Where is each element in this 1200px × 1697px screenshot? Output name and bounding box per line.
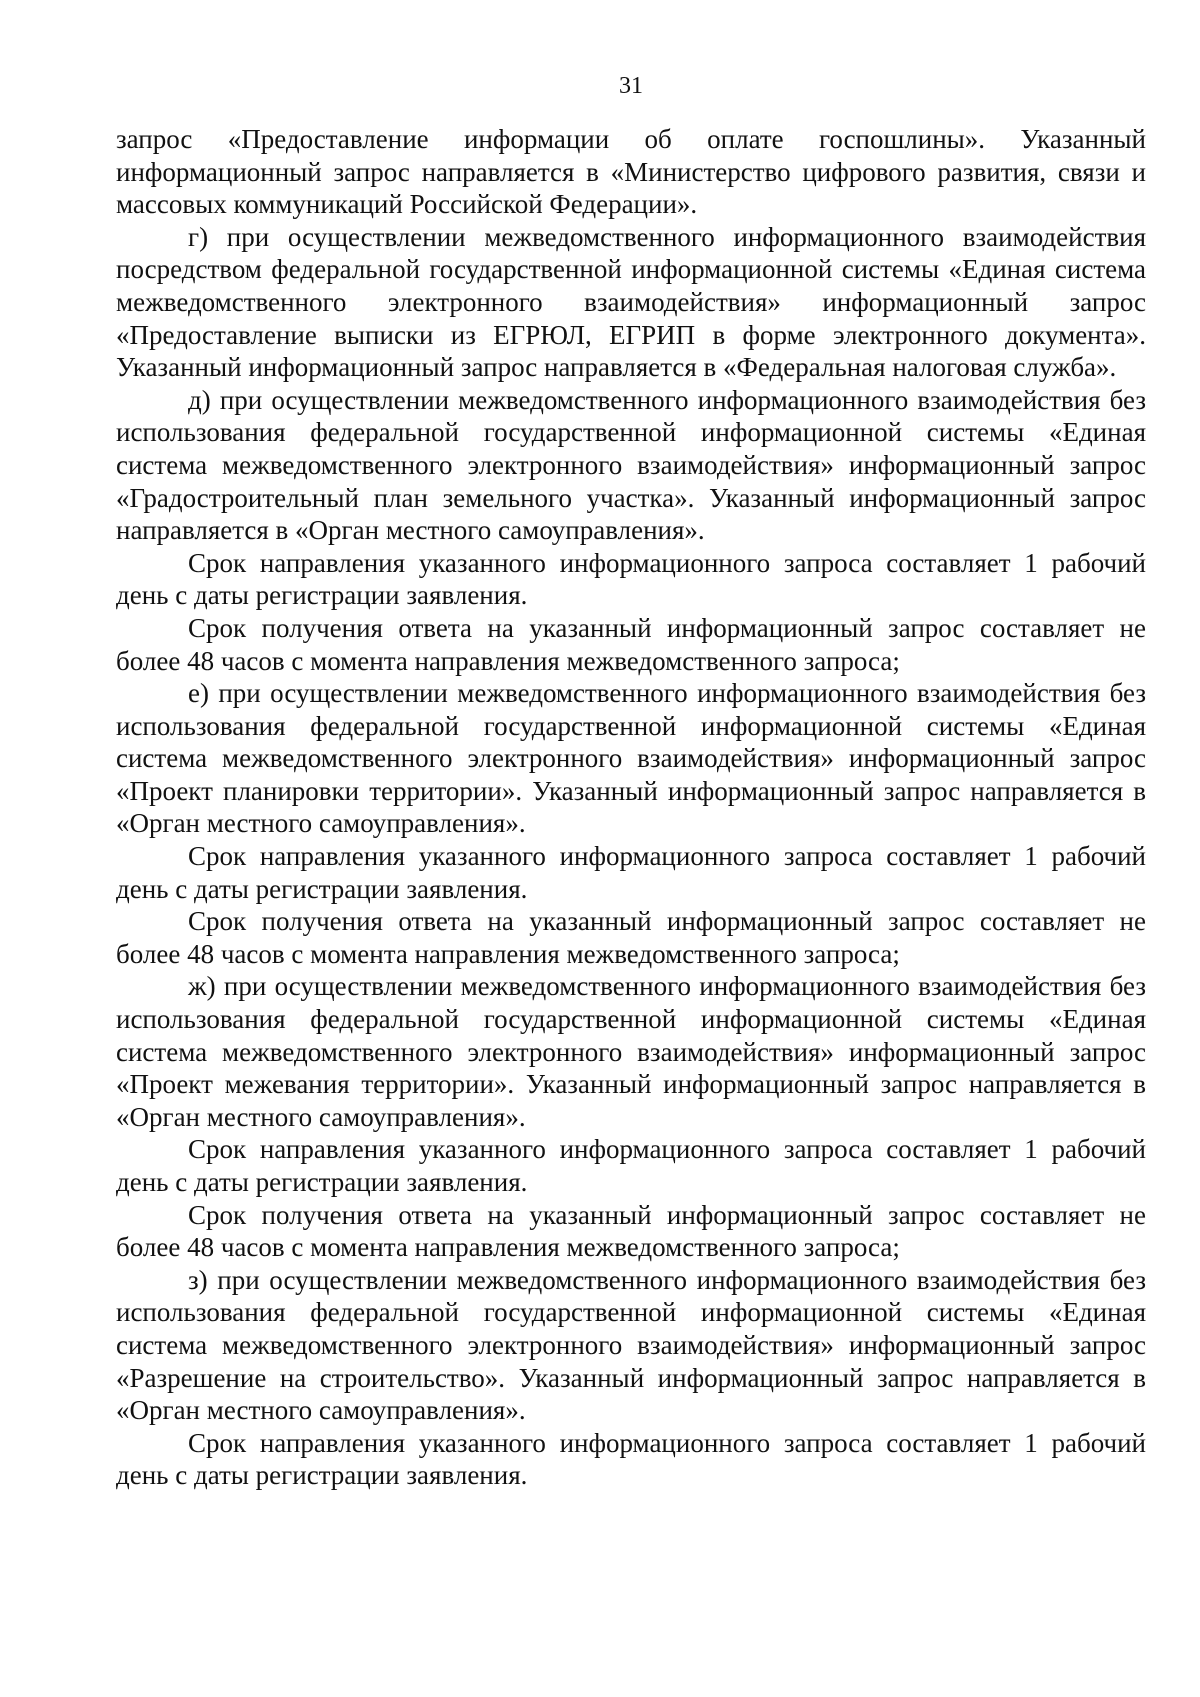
paragraph-send-deadline: Срок направления указанного информационного запроса составляет 1 рабочий день с даты регистрации заявления. bbox=[116, 1427, 1146, 1491]
paragraph-send-deadline: Срок направления указанного информационного запроса составляет 1 рабочий день с даты регистрации заявления. bbox=[116, 1134, 1146, 1197]
paragraph-response-deadline: Срок получения ответа на указанный информационный запрос составляет не более 48 часов с момента направления межведомственного запроса; bbox=[116, 1199, 1146, 1263]
page-number: 31 bbox=[619, 73, 643, 99]
paragraph-send-deadline: Срок направления указанного информационного запроса составляет 1 рабочий день с даты регистрации заявления. bbox=[116, 547, 1146, 611]
paragraph-item-g: г) при осуществлении межведомственного информационного взаимодействия посредством федеральной государственной информационной системы «Единая система межведомственного электронного взаимодействия» информационный запрос «Предоставление выписки из ЕГРЮЛ, ЕГРИП в форме электронного документа». Указанный информационный запрос направляется в «Федеральная налоговая служба». bbox=[116, 221, 1146, 383]
paragraph-item-z: з) при осуществлении межведомственного информационного взаимодействия без использования федеральной государственной информационной системы «Единая система межведомственного электронного взаимодействия» информационный запрос «Разрешение на строительство». Указанный информационный запрос направляется в «Орган местного самоуправления». bbox=[116, 1264, 1146, 1426]
paragraph-item-e: е) при осуществлении межведомственного информационного взаимодействия без использования федеральной государственной информационной системы «Единая система межведомственного электронного взаимодействия» информационный запрос «Проект планировки территории». Указанный информационный запрос направляется в «Орган местного самоуправления». bbox=[116, 678, 1146, 839]
paragraph-response-deadline: Срок получения ответа на указанный информационный запрос составляет не более 48 часов с момента направления межведомственного запроса; bbox=[116, 906, 1146, 969]
paragraph-item-zh: ж) при осуществлении межведомственного информационного взаимодействия без использования федеральной государственной информационной системы «Единая система межведомственного электронного взаимодействия» информационный запрос «Проект межевания территории». Указанный информационный запрос направляется в «Орган местного самоуправления». bbox=[116, 971, 1146, 1132]
paragraph-item-d: д) при осуществлении межведомственного информационного взаимодействия без использования федеральной государственной информационной системы «Единая система межведомственного электронного взаимодействия» информационный запрос «Градостроительный план земельного участка». Указанный информационный запрос направляется в «Орган местного самоуправления». bbox=[116, 384, 1146, 546]
paragraph-fee-request-continued: запрос «Предоставление информации об оплате госпошлины». Указанный информационный запрос направляется в «Министерство цифрового развития, связи и массовых коммуникаций Российской Федерации». bbox=[116, 124, 1146, 220]
document-body bbox=[116, 123, 1146, 1492]
paragraph-send-deadline: Срок направления указанного информационного запроса составляет 1 рабочий день с даты регистрации заявления. bbox=[116, 841, 1146, 904]
paragraph-response-deadline: Срок получения ответа на указанный информационный запрос составляет не более 48 часов с момента направления межведомственного запроса; bbox=[116, 612, 1146, 676]
